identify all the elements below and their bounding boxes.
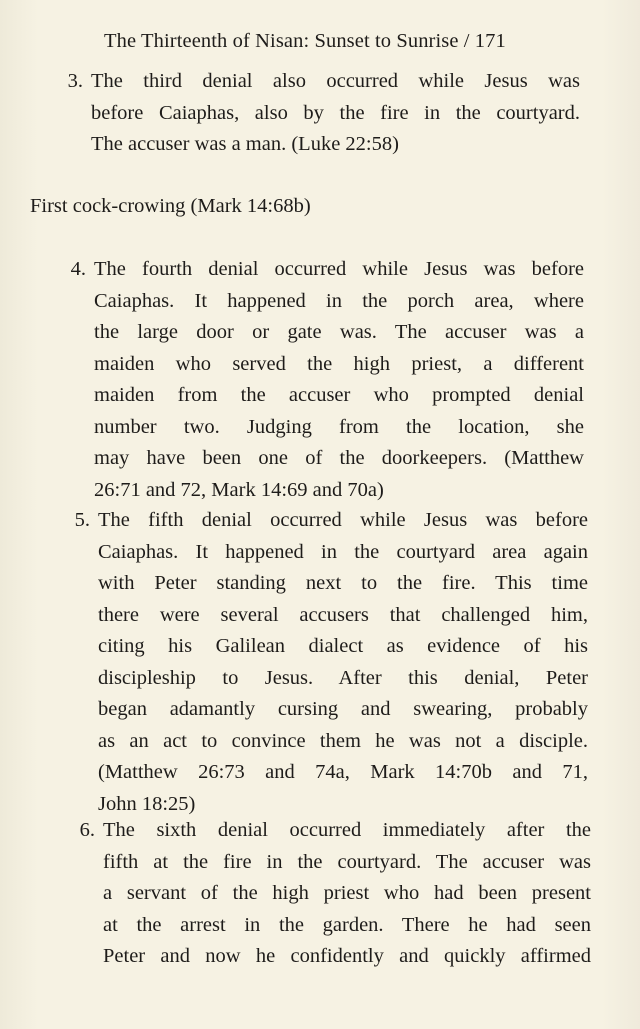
text-line: The accuser was a man. (Luke 22:58) bbox=[91, 133, 399, 155]
text-line: John 18:25) bbox=[98, 792, 196, 815]
item-number: 6. bbox=[79, 819, 95, 841]
list-item-3 bbox=[67, 66, 580, 161]
text-line: maiden who served the high priest, a different bbox=[94, 352, 584, 375]
text-line: at the arrest in the garden. There he had seen bbox=[103, 913, 591, 936]
text-line: Caiaphas. It happened in the porch area, where bbox=[94, 289, 584, 312]
text-line: (Matthew 26:73 and 74a, Mark 14:70b and 71, bbox=[98, 761, 588, 783]
text-line: the large door or gate was. The accuser was a bbox=[94, 321, 584, 343]
text-line: began adamantly cursing and swearing, probably bbox=[98, 698, 588, 720]
text-line: 26:71 and 72, Mark 14:69 and 70a) bbox=[94, 478, 384, 501]
subheading: First cock-crowing (Mark 14:68b) bbox=[30, 195, 311, 217]
text-line: citing his Galilean dialect as evidence of his bbox=[98, 635, 588, 657]
list-item-6 bbox=[79, 815, 591, 973]
item-number: 3. bbox=[67, 70, 83, 92]
text-line: fifth at the fire in the courtyard. The accuser was bbox=[103, 850, 591, 873]
text-line: The third denial also occurred while Jesus was bbox=[91, 70, 580, 92]
text-line: Caiaphas. It happened in the courtyard area again bbox=[98, 540, 588, 563]
text-line: before Caiaphas, also by the fire in the courtyard. bbox=[91, 101, 580, 124]
running-head: The Thirteenth of Nisan: Sunset to Sunrise / 171 bbox=[104, 30, 506, 52]
text-line: number two. Judging from the location, she bbox=[94, 415, 584, 438]
item-text bbox=[98, 505, 588, 820]
text-line: with Peter standing next to the fire. This time bbox=[98, 572, 588, 594]
text-line: a servant of the high priest who had been present bbox=[103, 882, 591, 904]
text-line: as an act to convince them he was not a disciple. bbox=[98, 729, 588, 752]
text-line: The sixth denial occurred immediately after the bbox=[103, 819, 591, 841]
item-number: 5. bbox=[74, 509, 90, 531]
text-line: The fourth denial occurred while Jesus was before bbox=[94, 258, 584, 280]
item-text bbox=[103, 815, 591, 973]
item-number: 4. bbox=[70, 258, 86, 280]
item-text bbox=[94, 254, 584, 506]
text-line: maiden from the accuser who prompted denial bbox=[94, 384, 584, 406]
text-line: there were several accusers that challenged him, bbox=[98, 603, 588, 626]
list-item-4 bbox=[70, 254, 584, 506]
text-line: The fifth denial occurred while Jesus was before bbox=[98, 509, 588, 531]
text-line: may have been one of the doorkeepers. (Matthew bbox=[94, 447, 584, 469]
text-line: Peter and now he confidently and quickly affirmed bbox=[103, 945, 591, 967]
text-line: discipleship to Jesus. After this denial, Peter bbox=[98, 666, 588, 689]
list-item-5 bbox=[74, 505, 588, 820]
item-text bbox=[91, 66, 580, 161]
